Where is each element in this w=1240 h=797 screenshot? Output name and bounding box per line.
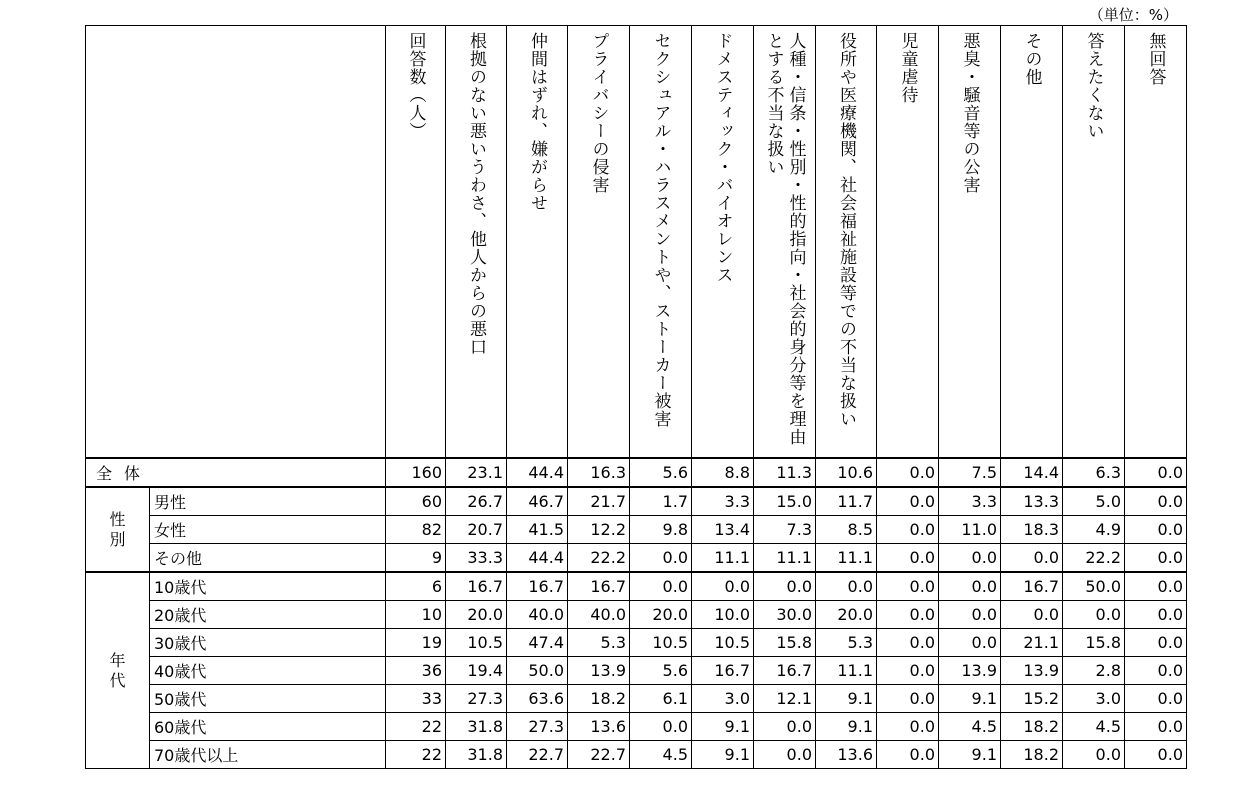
- table-cell: 6: [386, 572, 446, 601]
- table-cell: 5.6: [630, 458, 692, 487]
- row-label: 70歳代以上: [150, 741, 386, 769]
- table-cell: 20.7: [446, 516, 507, 544]
- table-cell: 0.0: [754, 741, 816, 769]
- table-cell: 7.3: [754, 516, 816, 544]
- table-cell: 82: [386, 516, 446, 544]
- table-cell: 13.6: [568, 713, 630, 741]
- table-cell: 10.6: [816, 458, 877, 487]
- table-cell: 0.0: [1125, 487, 1187, 516]
- table-cell: 40.0: [568, 601, 630, 629]
- column-header: セクシュアル・ハラスメントや、ストーカー被害: [630, 26, 692, 459]
- table-cell: 46.7: [507, 487, 568, 516]
- table-cell: 10: [386, 601, 446, 629]
- table-cell: 47.4: [507, 629, 568, 657]
- table-cell: 0.0: [1125, 544, 1187, 573]
- table-cell: 4.9: [1063, 516, 1125, 544]
- table-cell: 0.0: [1063, 601, 1125, 629]
- table-cell: 0.0: [939, 629, 1001, 657]
- table-cell: 1.7: [630, 487, 692, 516]
- table-cell: 31.8: [446, 741, 507, 769]
- table-cell: 19.4: [446, 657, 507, 685]
- table-cell: 0.0: [754, 572, 816, 601]
- table-cell: 0.0: [1001, 601, 1063, 629]
- table-cell: 0.0: [877, 685, 939, 713]
- table-cell: 13.3: [1001, 487, 1063, 516]
- table-cell: 60: [386, 487, 446, 516]
- table-cell: 0.0: [754, 713, 816, 741]
- table-cell: 15.8: [754, 629, 816, 657]
- row-label: 全体: [86, 458, 386, 487]
- table-cell: 14.4: [1001, 458, 1063, 487]
- table-cell: 31.8: [446, 713, 507, 741]
- table-cell: 12.2: [568, 516, 630, 544]
- table-cell: 15.2: [1001, 685, 1063, 713]
- table-cell: 16.7: [446, 572, 507, 601]
- table-cell: 10.5: [692, 629, 754, 657]
- table-cell: 10.5: [630, 629, 692, 657]
- table-cell: 5.3: [816, 629, 877, 657]
- row-label: 60歳代: [150, 713, 386, 741]
- table-cell: 22.2: [568, 544, 630, 573]
- table-cell: 10.5: [446, 629, 507, 657]
- column-header: 児童虐待: [877, 26, 939, 459]
- table-cell: 16.7: [754, 657, 816, 685]
- table-cell: 11.1: [816, 657, 877, 685]
- table-cell: 22.7: [507, 741, 568, 769]
- table-cell: 0.0: [877, 601, 939, 629]
- table-cell: 27.3: [507, 713, 568, 741]
- table-cell: 0.0: [939, 544, 1001, 573]
- table-row-total: [86, 458, 1187, 487]
- table-cell: 9.1: [816, 713, 877, 741]
- table-cell: 20.0: [446, 601, 507, 629]
- table-cell: 16.7: [692, 657, 754, 685]
- table-cell: 5.6: [630, 657, 692, 685]
- table-row: [86, 685, 1187, 713]
- table-cell: 16.7: [507, 572, 568, 601]
- table-body: [86, 458, 1187, 769]
- table-cell: 9.8: [630, 516, 692, 544]
- table-cell: 0.0: [630, 572, 692, 601]
- table-cell: 0.0: [692, 572, 754, 601]
- table-cell: 41.5: [507, 516, 568, 544]
- table-cell: 21.7: [568, 487, 630, 516]
- table-cell: 9.1: [816, 685, 877, 713]
- table-cell: 4.5: [630, 741, 692, 769]
- table-cell: 16.7: [1001, 572, 1063, 601]
- table-cell: 0.0: [1125, 685, 1187, 713]
- table-cell: 0.0: [1125, 458, 1187, 487]
- table-cell: 18.2: [1001, 713, 1063, 741]
- row-label: 10歳代: [150, 572, 386, 601]
- table-cell: 9.1: [692, 741, 754, 769]
- column-header: プライバシーの侵害: [568, 26, 630, 459]
- table-row: [86, 713, 1187, 741]
- table-cell: 16.7: [568, 572, 630, 601]
- table-cell: 8.8: [692, 458, 754, 487]
- table-cell: 0.0: [939, 572, 1001, 601]
- table-cell: 13.4: [692, 516, 754, 544]
- table-cell: 11.0: [939, 516, 1001, 544]
- table-cell: 0.0: [630, 713, 692, 741]
- header-corner-cell: [86, 26, 386, 459]
- table-cell: 0.0: [816, 572, 877, 601]
- column-header: その他: [1001, 26, 1063, 459]
- row-label: 40歳代: [150, 657, 386, 685]
- table-cell: 0.0: [877, 657, 939, 685]
- table-cell: 0.0: [877, 572, 939, 601]
- unit-label: （単位：%）: [1088, 6, 1178, 24]
- table-cell: 50.0: [1063, 572, 1125, 601]
- table-cell: 5.3: [568, 629, 630, 657]
- table-cell: 3.0: [1063, 685, 1125, 713]
- table-row: [86, 741, 1187, 769]
- table-row: [86, 516, 1187, 544]
- table-cell: 0.0: [939, 601, 1001, 629]
- table-cell: 9.1: [692, 713, 754, 741]
- table-cell: 10.0: [692, 601, 754, 629]
- table-cell: 11.1: [692, 544, 754, 573]
- table-cell: 12.1: [754, 685, 816, 713]
- table-cell: 40.0: [507, 601, 568, 629]
- table-cell: 13.6: [816, 741, 877, 769]
- table-cell: 3.0: [692, 685, 754, 713]
- table-cell: 16.3: [568, 458, 630, 487]
- table-cell: 18.3: [1001, 516, 1063, 544]
- table-cell: 0.0: [1125, 601, 1187, 629]
- table-cell: 0.0: [877, 629, 939, 657]
- table-cell: 3.3: [692, 487, 754, 516]
- table-row: [86, 572, 1187, 601]
- table-cell: 4.5: [1063, 713, 1125, 741]
- table-row: [86, 629, 1187, 657]
- table-cell: 11.1: [754, 544, 816, 573]
- group-label: 性別: [86, 487, 150, 572]
- group-label: 年代: [86, 572, 150, 769]
- table-cell: 0.0: [630, 544, 692, 573]
- table-cell: 0.0: [877, 713, 939, 741]
- table-cell: 11.1: [816, 544, 877, 573]
- column-header: 無回答: [1125, 26, 1187, 459]
- table-cell: 4.5: [939, 713, 1001, 741]
- column-header: 役所や医療機関、社会福祉施設等での不当な扱い: [816, 26, 877, 459]
- table-cell: 23.1: [446, 458, 507, 487]
- table-cell: 9.1: [939, 685, 1001, 713]
- survey-results-table: [85, 25, 1187, 769]
- table-cell: 20.0: [816, 601, 877, 629]
- column-header: 根拠のない悪いうわさ、他人からの悪口: [446, 26, 507, 459]
- table-cell: 0.0: [1063, 741, 1125, 769]
- table-cell: 15.0: [754, 487, 816, 516]
- table-cell: 0.0: [1125, 629, 1187, 657]
- table-cell: 19: [386, 629, 446, 657]
- table-cell: 0.0: [1125, 713, 1187, 741]
- table-cell: 27.3: [446, 685, 507, 713]
- header-row: [86, 26, 1187, 459]
- table-cell: 160: [386, 458, 446, 487]
- table-cell: 0.0: [1001, 544, 1063, 573]
- column-header: 人種・信条・性別・性的指向・社会的身分等を理由とする不当な扱い: [754, 26, 816, 459]
- table-row: [86, 601, 1187, 629]
- table-cell: 22: [386, 713, 446, 741]
- table-cell: 5.0: [1063, 487, 1125, 516]
- table-cell: 2.8: [1063, 657, 1125, 685]
- table-cell: 0.0: [877, 544, 939, 573]
- table-cell: 33: [386, 685, 446, 713]
- table-cell: 13.9: [939, 657, 1001, 685]
- table-cell: 0.0: [1125, 516, 1187, 544]
- row-label: 女性: [150, 516, 386, 544]
- table-cell: 0.0: [877, 487, 939, 516]
- table-cell: 6.3: [1063, 458, 1125, 487]
- table-cell: 22.2: [1063, 544, 1125, 573]
- column-header: 答えたくない: [1063, 26, 1125, 459]
- table-cell: 18.2: [568, 685, 630, 713]
- table-cell: 36: [386, 657, 446, 685]
- table-cell: 20.0: [630, 601, 692, 629]
- table-cell: 7.5: [939, 458, 1001, 487]
- table-row: [86, 657, 1187, 685]
- table-cell: 13.9: [1001, 657, 1063, 685]
- table-cell: 33.3: [446, 544, 507, 573]
- table-cell: 6.1: [630, 685, 692, 713]
- row-label: 20歳代: [150, 601, 386, 629]
- table-row: [86, 544, 1187, 573]
- table-cell: 8.5: [816, 516, 877, 544]
- table-cell: 15.8: [1063, 629, 1125, 657]
- table-cell: 26.7: [446, 487, 507, 516]
- table-cell: 44.4: [507, 544, 568, 573]
- column-header: 仲間はずれ、嫌がらせ: [507, 26, 568, 459]
- row-label: 男性: [150, 487, 386, 516]
- table-cell: 21.1: [1001, 629, 1063, 657]
- table-cell: 0.0: [1125, 741, 1187, 769]
- table-cell: 9: [386, 544, 446, 573]
- table-cell: 3.3: [939, 487, 1001, 516]
- table-cell: 11.3: [754, 458, 816, 487]
- row-label: 30歳代: [150, 629, 386, 657]
- table-row: [86, 487, 1187, 516]
- row-label: その他: [150, 544, 386, 573]
- row-label: 50歳代: [150, 685, 386, 713]
- table-cell: 0.0: [877, 516, 939, 544]
- column-header: ドメスティック・バイオレンス: [692, 26, 754, 459]
- table-cell: 13.9: [568, 657, 630, 685]
- table-cell: 9.1: [939, 741, 1001, 769]
- column-header: 悪臭・騒音等の公害: [939, 26, 1001, 459]
- table-cell: 30.0: [754, 601, 816, 629]
- table-cell: 50.0: [507, 657, 568, 685]
- table-cell: 0.0: [1125, 572, 1187, 601]
- table-cell: 0.0: [877, 458, 939, 487]
- table-cell: 18.2: [1001, 741, 1063, 769]
- table-cell: 0.0: [1125, 657, 1187, 685]
- table-cell: 63.6: [507, 685, 568, 713]
- table-cell: 11.7: [816, 487, 877, 516]
- table-cell: 22: [386, 741, 446, 769]
- column-header: 回答数（人）: [386, 26, 446, 459]
- table-cell: 44.4: [507, 458, 568, 487]
- table-cell: 0.0: [877, 741, 939, 769]
- table-cell: 22.7: [568, 741, 630, 769]
